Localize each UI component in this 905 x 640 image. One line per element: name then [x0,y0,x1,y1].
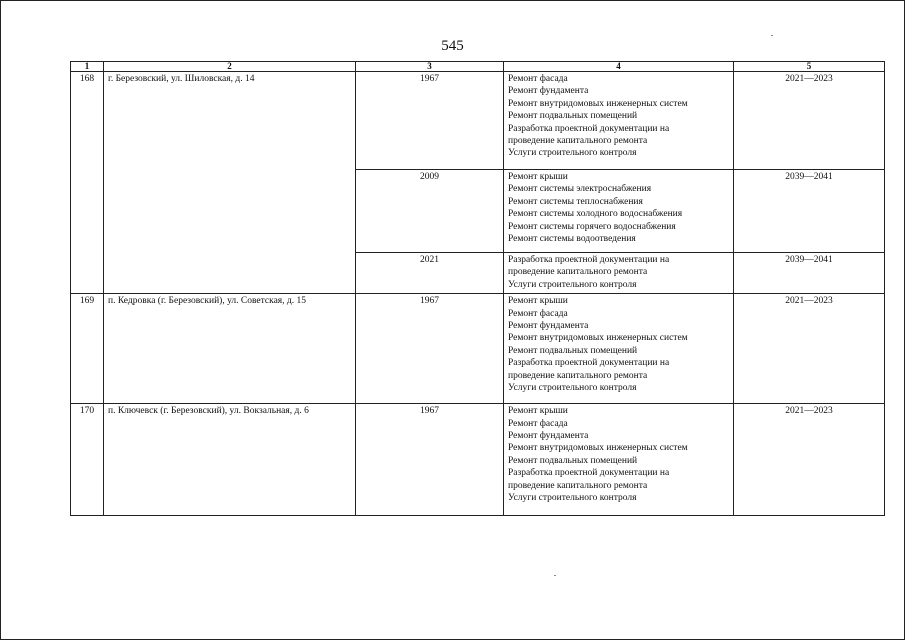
work-item: Ремонт фасада [508,74,568,84]
work-item: Ремонт системы холодного водоснабжения [508,209,683,220]
work-item: Разработка проектной документации на [508,358,670,369]
works-cell [504,294,734,404]
work-item: Ремонт фасада [508,308,568,319]
work-item: Ремонт системы теплоснабжения [508,196,643,207]
work-item: Ремонт фасада [508,418,568,429]
address-cell: п. Ключевск (г. Березовский), ул. Вокзальная, д. 6 [104,404,356,516]
work-item: Ремонт системы горячего водоснабжения [508,221,676,232]
work-item: Ремонт внутридомовых инженерных систем [508,443,688,454]
work-item: Разработка проектной документации на [508,123,670,134]
table-row [71,72,885,170]
work-item: Услуги строительного контроля [508,493,637,504]
works-cell [504,253,734,294]
period-cell: 2021—2023 [734,72,885,170]
table-row [71,294,885,404]
year-cell: 2009 [356,170,504,253]
column-header: 1 [71,62,104,72]
work-item: Услуги строительного контроля [508,148,637,159]
work-item: Ремонт системы водоотведения [508,234,636,245]
work-item: Услуги строительного контроля [508,383,637,394]
column-header: 2 [104,62,356,72]
work-item: Ремонт фундамента [508,431,589,442]
work-item: проведение капитального ремонта [508,480,648,491]
work-item: проведение капитального ремонта [508,370,648,381]
year-cell: 2021 [356,253,504,294]
period-cell: 2021—2023 [734,404,885,516]
year-cell: 1967 [356,72,504,170]
column-header: 5 [734,62,885,72]
entry-number: 170 [71,404,104,516]
work-item: Ремонт фундамента [508,321,589,332]
repair-schedule-table [70,61,885,516]
work-item: Ремонт подвальных помещений [508,111,638,122]
page-number: 545 [441,38,464,54]
period-cell: 2039—2041 [734,253,885,294]
entry-number: 168 [71,72,104,294]
table-row [71,404,885,516]
work-item: Ремонт системы электроснабжения [508,184,652,195]
scan-speck [771,35,773,36]
work-item: Ремонт подвальных помещений [508,345,638,356]
work-item: Ремонт внутридомовых инженерных систем [508,333,688,344]
work-item: Ремонт крыши [508,296,568,307]
work-item: Ремонт фундамента [508,86,589,97]
work-item: Ремонт крыши [508,406,568,417]
work-item: Разработка проектной документации на [508,468,670,479]
works-cell [504,170,734,253]
work-item: проведение капитального ремонта [508,267,648,278]
address-cell: п. Кедровка (г. Березовский), ул. Советская, д. 15 [104,294,356,404]
work-item: Ремонт подвальных помещений [508,455,638,466]
work-item: Ремонт крыши [508,172,568,182]
table-body [71,72,885,516]
work-item: Услуги строительного контроля [508,279,637,290]
entry-number: 169 [71,294,104,404]
year-cell: 1967 [356,294,504,404]
works-cell [504,72,734,170]
table-header-row [71,62,885,72]
period-cell: 2039—2041 [734,170,885,253]
work-item: проведение капитального ремонта [508,136,648,147]
scan-speck [554,575,556,576]
year-cell: 1967 [356,404,504,516]
period-cell: 2021—2023 [734,294,885,404]
column-header: 3 [356,62,504,72]
column-header: 4 [504,62,734,72]
works-cell [504,404,734,516]
work-item: Разработка проектной документации на [508,255,670,265]
work-item: Ремонт внутридомовых инженерных систем [508,98,688,109]
address-cell: г. Березовский, ул. Шиловская, д. 14 [104,72,356,294]
